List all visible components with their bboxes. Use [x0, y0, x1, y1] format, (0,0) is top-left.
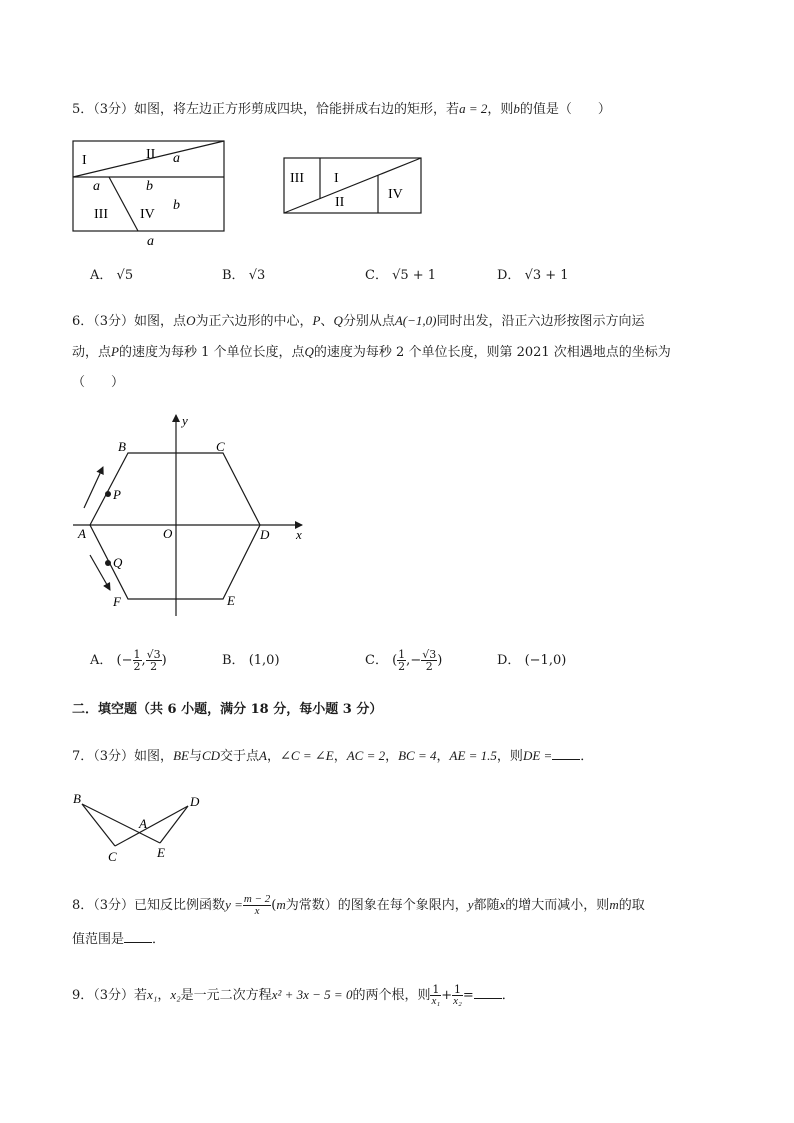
q5-text: 如图，将左边正方形剪成四块，恰能拼成右边的矩形，若: [134, 102, 460, 117]
q9-x2: x₂: [170, 987, 181, 1002]
q6-number: 6．（3分）: [72, 314, 135, 329]
q6-label-D: D: [260, 527, 270, 542]
q6-option-a[interactable]: [90, 646, 167, 676]
q8-number: 8．（3分）: [72, 898, 135, 913]
q6-text-a: 如图，点: [134, 314, 187, 329]
q6-Q: Q: [333, 313, 343, 328]
q7-cond-BC: BC = 4: [398, 748, 437, 763]
q6-option-a-frac1-den: 2: [133, 660, 141, 673]
q8-frac-den: x: [254, 905, 260, 917]
q6-option-a-frac2-num: √3: [146, 648, 161, 661]
q5-label-a-bottom: a: [147, 234, 154, 249]
q8-frac-num: m − 2: [243, 893, 271, 905]
q9-text-a: 若: [134, 988, 148, 1003]
q6-text-f: 的速度为每秒 1 个单位长度，点: [118, 345, 305, 360]
q5-condition: a = 2: [459, 101, 488, 116]
q6-option-c-frac2-den: 2: [425, 660, 433, 673]
q5-number: 5．（3分）: [72, 102, 135, 117]
q7-cond-AC: AC = 2: [346, 748, 386, 763]
q7-cond-AE: AE = 1.5: [449, 748, 497, 763]
q7-label-A: A: [139, 816, 147, 831]
q8-text-g: 值范围是: [72, 932, 125, 947]
q6-option-a-frac2-den: 2: [150, 660, 158, 673]
q5-option-b[interactable]: [222, 266, 265, 286]
q9-end: ．: [501, 988, 515, 1003]
q9-eq: =: [462, 988, 474, 1003]
q6-P: P: [312, 313, 321, 328]
q5-rect-label-IV: IV: [388, 187, 403, 202]
q7-sep-3: ，: [385, 749, 399, 764]
q6-label-A: A: [78, 526, 86, 541]
q7-text-a: 如图，: [134, 749, 174, 764]
q6-point-P: [105, 491, 111, 497]
q5-label-a-right: a: [173, 151, 180, 166]
q7-number: 7．（3分）: [72, 749, 135, 764]
q7-segment-DE: [160, 806, 188, 843]
q5-rect-label-II: II: [335, 195, 345, 210]
q8-text-c: 为常数）的图象在每个象限内，: [285, 898, 468, 913]
q8-text-a: 已知反比例函数: [134, 898, 226, 913]
q5-rect-label-III: III: [290, 171, 304, 186]
q7-sep-1: ，: [267, 749, 281, 764]
q5-option-b-value: √3: [248, 268, 266, 283]
q9-plus: +: [441, 988, 453, 1003]
q6-label-E: E: [227, 593, 235, 608]
q7-figure: [70, 788, 210, 868]
q9-text-c: 的两个根，则: [352, 988, 431, 1003]
q6-label-x: x: [296, 527, 302, 542]
q7-text-c: 交于点: [220, 749, 260, 764]
q6-text-c: 分别从点: [342, 314, 395, 329]
q6-option-a-comma: ,: [141, 653, 146, 668]
q5-figure: [60, 134, 440, 249]
q6-option-c-frac2-num: √3: [422, 648, 437, 661]
q5-option-b-label: B．: [222, 268, 245, 283]
q6-option-a-frac1-num: 1: [133, 648, 141, 661]
q6-label-O: O: [163, 526, 173, 541]
q7-label-B: B: [73, 791, 81, 806]
q6-point-A: A(−1,0): [394, 313, 437, 328]
q6-stem-line2: [72, 342, 722, 363]
q6-option-c-frac2: [421, 649, 437, 672]
q5-label-b-inner: b: [146, 179, 153, 194]
q6-sep: 、: [320, 314, 334, 329]
q5-option-a-value: √5: [116, 268, 134, 283]
q8-stem-line2: [72, 930, 722, 950]
q6-P-2: P: [111, 344, 119, 359]
q5-label-I: I: [82, 153, 87, 168]
q7-label-C: C: [108, 849, 117, 864]
q6-label-Q: Q: [113, 555, 123, 570]
q8-stem-line1: [72, 890, 722, 921]
q5-rect-label-I: I: [334, 171, 339, 186]
section-title: 二．填空题（共 6 小题，满分 18 分，每小题 3 分）: [72, 702, 383, 717]
q6-point-Q: [105, 560, 111, 566]
q5-square-cut: [109, 177, 138, 231]
q5-label-a-inner: a: [93, 179, 100, 194]
q5-label-IV: IV: [140, 207, 155, 222]
q8-y-eq: y =: [225, 897, 243, 912]
q7-sep-2: ，: [333, 749, 347, 764]
q6-hexagon: [90, 453, 260, 599]
q5-variable: b: [513, 101, 520, 116]
q6-Q-2: Q: [304, 344, 314, 359]
q7-stem: [72, 746, 722, 767]
q7-end: ．: [580, 749, 594, 764]
q7-answer-blank[interactable]: [552, 747, 580, 760]
q6-label-B: B: [118, 439, 126, 454]
q9-comma: ，: [157, 988, 171, 1003]
q8-paren: (: [271, 898, 277, 913]
q6-option-c[interactable]: [365, 646, 442, 676]
q5-label-b-right: b: [173, 198, 180, 213]
q8-m: m: [276, 897, 286, 912]
q7-text-b: 与: [188, 749, 202, 764]
q9-frac-1-den: x₁: [431, 995, 441, 1007]
q6-arrow-P: [84, 467, 103, 508]
q6-option-c-lparen: (: [392, 653, 398, 668]
q6-option-a-rparen: ): [161, 653, 167, 668]
q9-text-b: 是一元二次方程: [180, 988, 272, 1003]
q9-stem: [72, 980, 722, 1011]
q5-label-II: II: [146, 147, 156, 162]
q5-rect-diagonal: [284, 158, 421, 213]
q6-option-a-minus: −: [121, 653, 133, 668]
q9-number: 9．（3分）: [72, 988, 135, 1003]
q5-option-d[interactable]: [497, 266, 569, 286]
q7-label-E: E: [157, 845, 165, 860]
q6-stem-line1: [72, 311, 722, 332]
q7-sep-4: ，: [436, 749, 450, 764]
q6-option-c-frac1: [397, 649, 406, 672]
q6-option-c-label: C．: [365, 653, 388, 668]
q6-option-a-frac2: [146, 649, 162, 672]
q7-segment-BC: [82, 804, 115, 846]
q6-label-C: C: [216, 439, 225, 454]
q5-option-d-value: √3 + 1: [524, 268, 569, 283]
q5-text-c: 的值是（ ）: [519, 102, 611, 117]
q6-O: O: [186, 313, 196, 328]
q6-option-b-label: B．: [222, 653, 245, 668]
q6-label-y: y: [182, 413, 188, 428]
q6-option-a-lparen: (: [116, 653, 122, 668]
q9-frac-2: [452, 984, 463, 1007]
q7-label-D: D: [190, 794, 200, 809]
q9-frac-2-den: x₂: [453, 995, 462, 1007]
q6-option-c-comma: ,: [406, 653, 411, 668]
q6-option-d-label: D．: [497, 653, 521, 668]
q7-segment-BE: [82, 804, 160, 843]
q5-option-c[interactable]: [365, 266, 436, 286]
q7-cond-angle: ∠C = ∠E: [280, 748, 334, 763]
q9-x1: x₁: [147, 987, 158, 1002]
q8-text-d: 都随: [473, 898, 500, 913]
q6-text-g: 的速度为每秒 2 个单位长度，则第 2021 次相遇地点的坐标为: [313, 345, 671, 360]
q9-frac-1: [430, 984, 441, 1007]
q6-label-P: P: [113, 487, 121, 502]
q8-m-2: m: [609, 897, 619, 912]
q9-answer-blank[interactable]: [474, 986, 502, 999]
q6-text-b: 为正六边形的中心，: [195, 314, 313, 329]
q6-option-d-value: (−1,0): [524, 653, 567, 668]
q6-option-c-frac1-den: 2: [398, 660, 406, 673]
q6-option-d[interactable]: [497, 651, 566, 671]
q6-option-b[interactable]: [222, 651, 280, 671]
q5-option-c-label: C．: [365, 268, 388, 283]
q6-option-a-frac1: [133, 649, 142, 672]
q5-option-c-value: √5 + 1: [392, 268, 437, 283]
q5-label-III: III: [94, 207, 108, 222]
q6-text-d: 同时出发，沿正六边形按图示方向运: [436, 314, 645, 329]
q8-x: x: [499, 897, 506, 912]
q5-option-a-label: A．: [90, 268, 113, 283]
q6-stem-line3: [72, 373, 722, 393]
q7-BE: BE: [173, 748, 189, 763]
q9-frac-2-num: 1: [453, 983, 461, 996]
q9-equation: x² + 3x − 5 = 0: [271, 987, 353, 1002]
q6-label-F: F: [113, 594, 121, 609]
q8-answer-blank[interactable]: [124, 930, 152, 943]
q8-end: ．: [152, 932, 166, 947]
q8-text-f: 的取: [618, 898, 645, 913]
q5-text-b: ，则: [487, 102, 514, 117]
q5-option-d-label: D．: [497, 268, 521, 283]
q6-option-c-minus: −: [410, 653, 422, 668]
q5-option-a[interactable]: [90, 266, 133, 286]
q6-option-b-value: (1,0): [248, 653, 280, 668]
q9-frac-1-num: 1: [432, 983, 440, 996]
q6-option-c-rparen: ): [437, 653, 443, 668]
q6-text-e: 动，点: [72, 345, 112, 360]
q6-option-a-label: A．: [90, 653, 113, 668]
q6-answer-paren: （ ）: [72, 375, 125, 390]
q7-text-e: ，则: [496, 749, 523, 764]
q7-ask: DE =: [522, 748, 553, 763]
q7-A: A: [259, 748, 267, 763]
q7-CD: CD: [201, 748, 221, 763]
q6-option-c-frac1-num: 1: [398, 648, 406, 661]
q8-y: y: [467, 897, 474, 912]
q8-text-e: 的增大而减小，则: [505, 898, 610, 913]
q8-fraction: [243, 894, 271, 917]
q6-figure: [70, 410, 315, 620]
q5-stem: [72, 99, 722, 120]
